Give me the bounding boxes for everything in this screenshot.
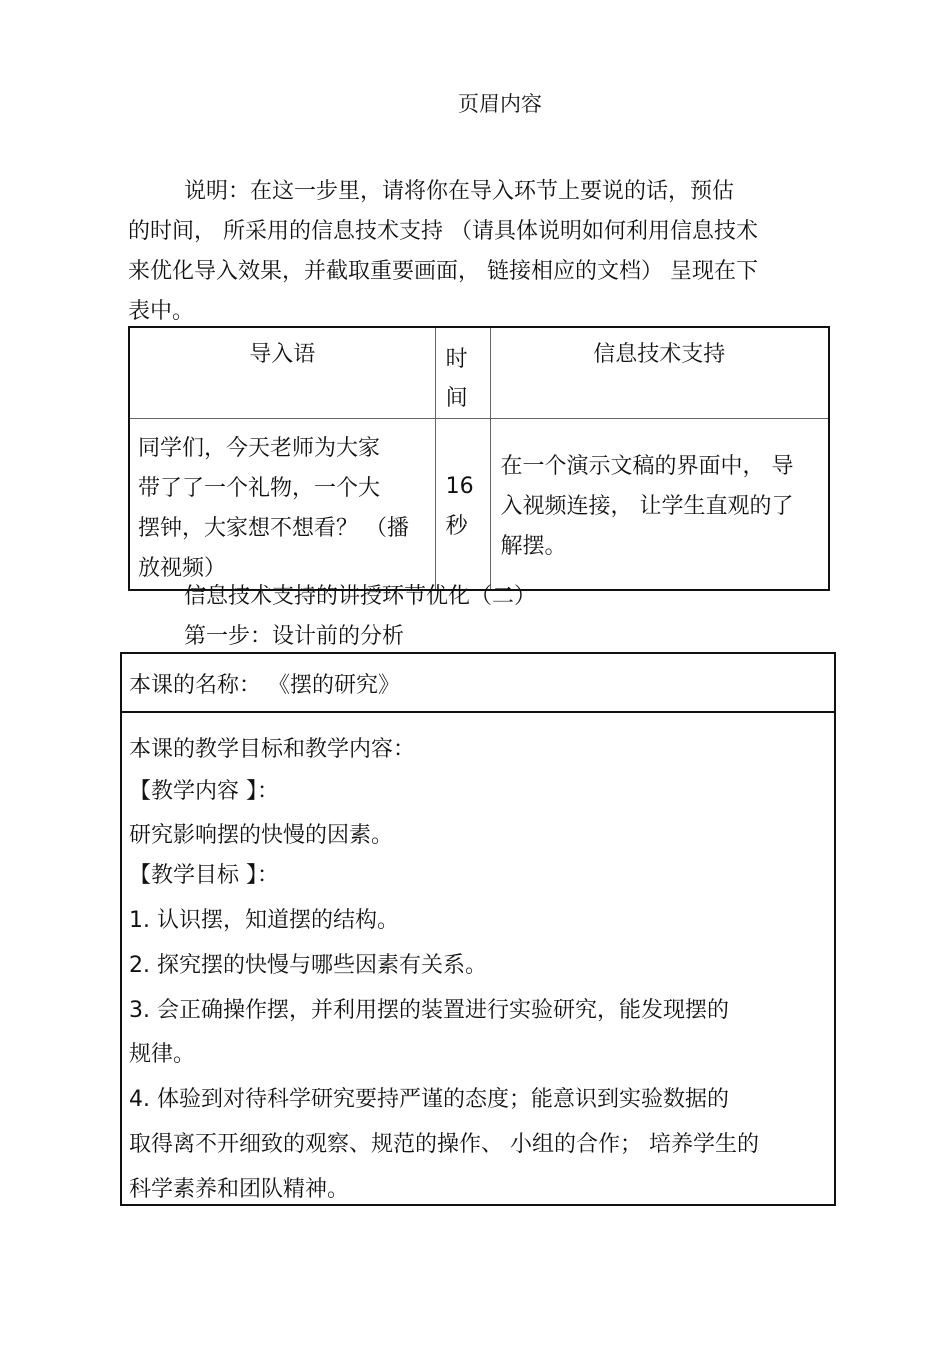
cell-lead-in-text: 同学们，今天老师为大家 带了了一个礼物，一个大 摆钟，大家想不想看？ （播 放视频） bbox=[129, 419, 435, 591]
lead-in-table bbox=[128, 326, 830, 591]
table-header-row bbox=[129, 327, 829, 419]
intro-line-2: 的时间， 所采用的信息技术支持 （请具体说明如何利用信息技术 bbox=[128, 219, 758, 244]
goals-label: 【教学目标 】： bbox=[129, 863, 279, 888]
objectives-heading: 本课的教学目标和教学内容： bbox=[129, 737, 416, 762]
course-name: 本课的名称： 《摆的研究》 bbox=[129, 673, 400, 698]
cell-it-support-text: 在一个演示文稿的界面中， 导 入视频连接， 让学生直观的了 解摆。 bbox=[490, 419, 829, 591]
page-header: 页眉内容 bbox=[458, 92, 542, 116]
cell-time: 16 秒 bbox=[435, 419, 490, 591]
intro-line-3: 来优化导入效果，并截取重要画面， 链接相应的文档） 呈现在下 bbox=[128, 259, 758, 284]
goal-4-cont-2: 科学素养和团队精神。 bbox=[129, 1177, 350, 1202]
header-lead-in: 导入语 bbox=[129, 327, 435, 419]
section-step: 第一步：设计前的分析 bbox=[184, 624, 405, 649]
table-row bbox=[129, 419, 829, 591]
intro-line-1: 说明：在这一步里，请将你在导入环节上要说的话，预估 bbox=[184, 179, 735, 204]
header-it-support: 信息技术支持 bbox=[490, 327, 829, 419]
intro-line-4: 表中。 bbox=[128, 299, 195, 324]
goal-3-cont: 规律。 bbox=[129, 1042, 196, 1067]
goal-4: 4. 体验到对待科学研究要持严谨的态度；能意识到实验数据的 bbox=[129, 1087, 729, 1112]
goal-2: 2. 探究摆的快慢与哪些因素有关系。 bbox=[129, 953, 487, 978]
course-name-row bbox=[122, 654, 834, 713]
analysis-box bbox=[120, 652, 836, 1206]
content-text: 研究影响摆的快慢的因素。 bbox=[129, 823, 394, 848]
goal-4-cont-1: 取得离不开细致的观察、规范的操作、 小组的合作； 培养学生的 bbox=[129, 1132, 759, 1157]
content-label: 【教学内容 】： bbox=[129, 779, 279, 804]
header-time: 时 间 bbox=[435, 327, 490, 419]
goal-1: 1. 认识摆，知道摆的结构。 bbox=[129, 908, 399, 933]
goal-3: 3. 会正确操作摆，并利用摆的装置进行实验研究，能发现摆的 bbox=[129, 998, 729, 1023]
section-title: 信息技术支持的讲授环节优化（二） bbox=[184, 584, 537, 609]
